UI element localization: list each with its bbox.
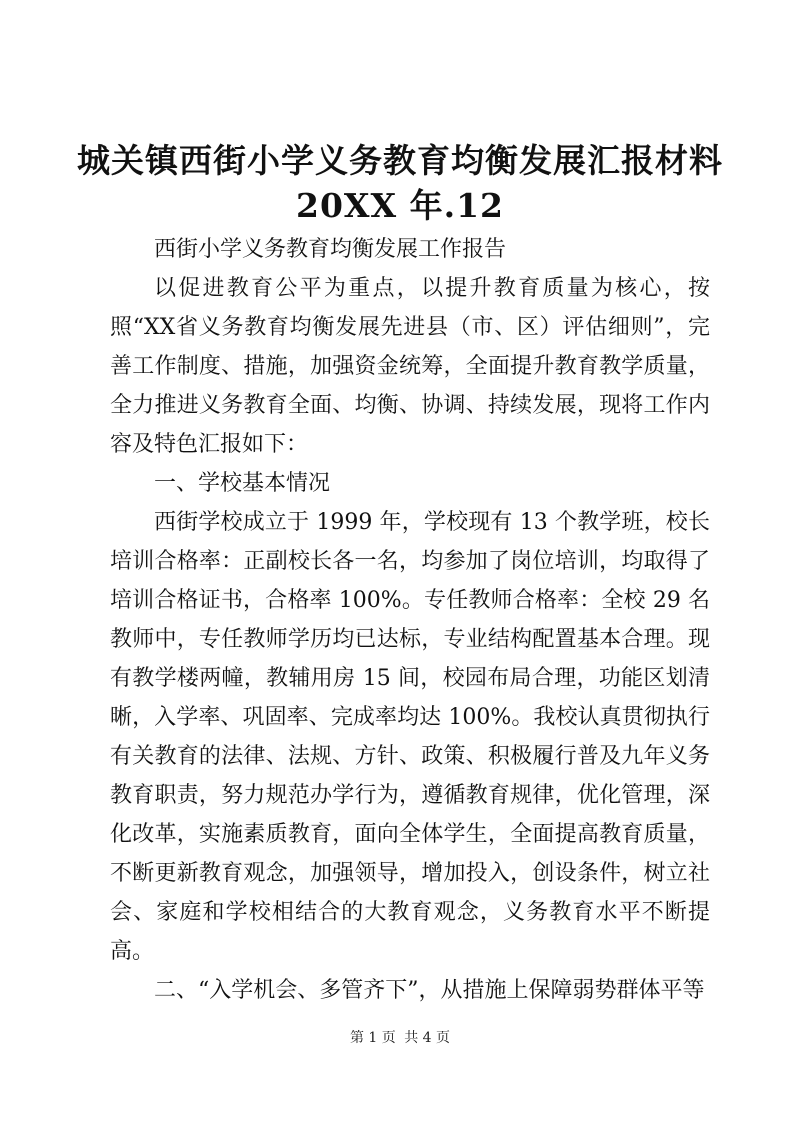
document-body (110, 230, 710, 1010)
document-date: 20XX 年.12 (295, 186, 505, 225)
page-number: 第 1 页 (349, 1030, 396, 1046)
section-heading-1: 一、学校基本情况 (154, 471, 331, 496)
section-heading-2: 二、“入学机会、多管齐下”，从措施上保障弱势群体平等 (154, 978, 705, 1003)
page-total: 共 4 页 (404, 1030, 451, 1046)
page-footer (0, 1027, 800, 1047)
school-info-paragraph: 西街学校成立于 1999 年，学校现有 13 个教学班，校长培训合格率：正副校长各一名，均参加了岗位培训，均取得了培训合格证书，合格率 100%。专任教师合格率：全校 29 名教师中，专任教师学历均已达标，专业结构配置基本合理。现有教学楼两幢，教辅用房 15 间，校园布局合理，功能区划清晰，入学率、巩固率、完成率均达 100%。我校认真贯彻执行有关教育的法律、法规、方针、政策、积极履行普及九年义务教育职责，努力规范办学行为，遵循教育规律，优化管理，深化改革，实施素质教育，面向全体学生，全面提高教育质量，不断更新教育观念，加强领导，增加投入，创设条件，树立社会、家庭和学校相结合的大教育观念，义务教育水平不断提高。 (110, 510, 710, 964)
intro-paragraph: 以促进教育公平为重点，以提升教育质量为核心，按照“XX省义务教育均衡发展先进县（市、区）评估细则”，完善工作制度、措施，加强资金统筹，全面提升教育教学质量，全力推进义务教育全面、均衡、协调、持续发展，现将工作内容及特色汇报如下： (110, 276, 710, 457)
document-title: 城关镇西街小学义务教育均衡发展汇报材料 (77, 141, 723, 180)
report-heading: 西街小学义务教育均衡发展工作报告 (154, 237, 507, 262)
